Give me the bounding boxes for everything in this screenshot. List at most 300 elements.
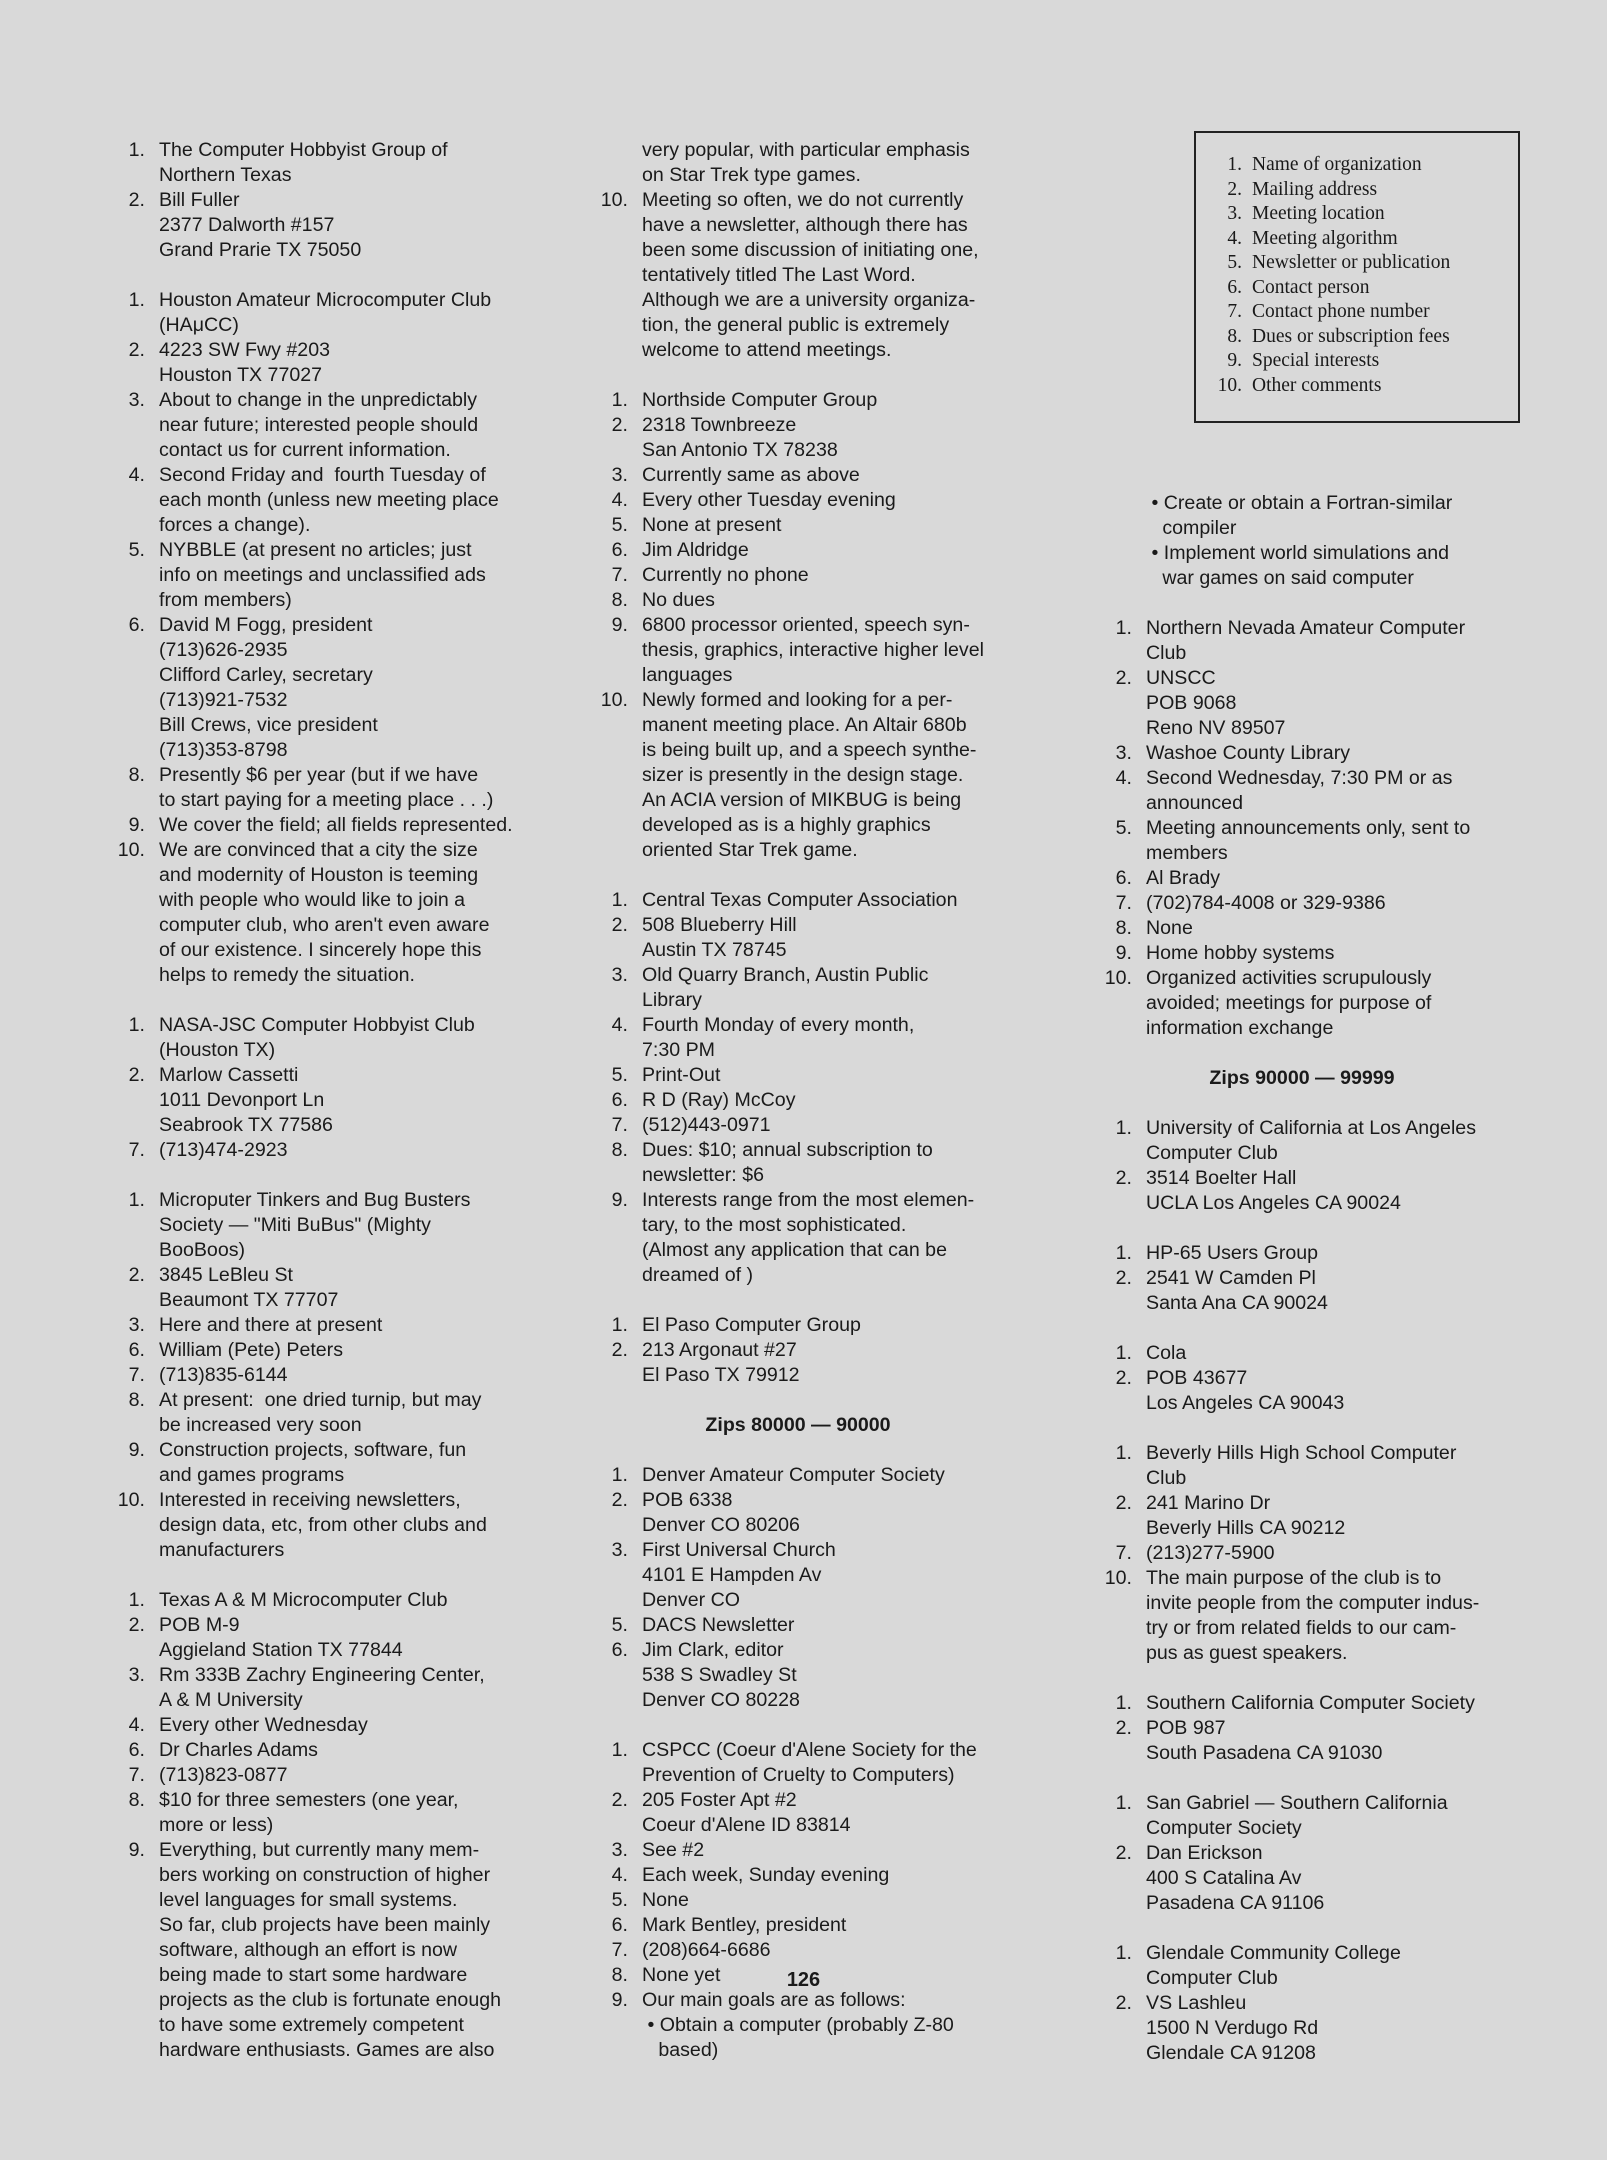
legend-item xyxy=(1196,325,1508,350)
legend-number: 9. xyxy=(1227,350,1242,371)
item-number: 7. xyxy=(1115,892,1132,914)
item-text: HP-65 Users Group xyxy=(1146,1242,1319,1264)
item-text: (213)277-5900 xyxy=(1146,1542,1275,1564)
item-number: 1. xyxy=(1115,1792,1132,1814)
entry-line xyxy=(95,813,535,838)
item-number: 8. xyxy=(611,1139,628,1161)
item-number xyxy=(1082,491,1146,591)
item-number: 7. xyxy=(128,1139,145,1161)
item-number: 1. xyxy=(611,1464,628,1486)
item-text: UNSCC POB 9068 Reno NV 89507 xyxy=(1146,667,1286,739)
item-text: Jim Aldridge xyxy=(642,539,749,561)
entry-line xyxy=(578,1013,1018,1063)
item-text: None xyxy=(642,1889,689,1911)
item-number: 3. xyxy=(128,389,145,411)
item-text: Home hobby systems xyxy=(1146,942,1335,964)
item-number: 3. xyxy=(1115,742,1132,764)
entry-line xyxy=(578,1863,1018,1888)
item-text: Northern Nevada Amateur Computer Club xyxy=(1146,617,1466,664)
page-number: 126 xyxy=(786,1969,821,1991)
item-text: Newly formed and looking for a per- manent meeting place. An Altair 680b is being built up, and a speech synthe- sizer is presently in the design stage. An ACIA version of MIKBUG is being developed as is a highly graphics oriented Star Trek game. xyxy=(642,689,977,861)
item-text: Second Friday and fourth Tuesday of each month (unless new meeting place forces a change). xyxy=(159,464,499,536)
club-entry xyxy=(578,1313,1018,1388)
item-number: 6. xyxy=(611,1639,628,1661)
item-number: 5. xyxy=(1115,817,1132,839)
entry-line xyxy=(578,1538,1018,1613)
entry-line xyxy=(1082,741,1522,766)
item-text: About to change in the unpredictably near future; interested people should contact us for current information. xyxy=(159,389,479,461)
item-text: Washoe County Library xyxy=(1146,742,1351,764)
club-entry xyxy=(95,288,535,988)
entry-line xyxy=(1082,1991,1522,2066)
item-number: 1. xyxy=(611,889,628,911)
item-text: Marlow Cassetti 1011 Devonport Ln Seabrook TX 77586 xyxy=(159,1064,333,1136)
item-text: The main purpose of the club is to invite people from the computer indus- try or from related fields to our cam- pus as guest speakers. xyxy=(1146,1567,1480,1664)
entry-line xyxy=(1082,1166,1522,1216)
entry-line xyxy=(95,463,535,538)
item-number: 5. xyxy=(611,1614,628,1636)
item-number: 1. xyxy=(128,1589,145,1611)
item-number: 10. xyxy=(117,839,145,861)
item-number: 1. xyxy=(611,1739,628,1761)
item-text: (512)443-0971 xyxy=(642,1114,771,1136)
legend-item xyxy=(1196,300,1508,325)
item-text: None yet xyxy=(642,1964,721,1986)
entry-line xyxy=(578,388,1018,413)
entry-line xyxy=(1082,1541,1522,1566)
entry-line xyxy=(95,1338,535,1363)
club-entry xyxy=(578,1738,1018,2063)
item-text: Beverly Hills High School Computer Club xyxy=(1146,1442,1457,1489)
item-number: 8. xyxy=(128,1789,145,1811)
item-number: 9. xyxy=(1115,942,1132,964)
item-number: 1. xyxy=(1115,1342,1132,1364)
item-number: 10. xyxy=(600,189,628,211)
item-text: The Computer Hobbyist Group of Northern Texas xyxy=(159,139,448,186)
legend-item xyxy=(1196,349,1508,374)
item-text: Second Wednesday, 7:30 PM or as announced xyxy=(1146,767,1453,814)
entry-line xyxy=(95,1138,535,1163)
item-text: $10 for three semesters (one year, more or less) xyxy=(159,1789,459,1836)
item-number: 1. xyxy=(1115,617,1132,639)
entry-line xyxy=(95,1713,535,1738)
entry-line xyxy=(1082,1116,1522,1166)
item-number: 9. xyxy=(611,1989,628,2011)
item-number: 2. xyxy=(1115,1367,1132,1389)
legend-number: 8. xyxy=(1227,325,1242,347)
item-text: Mark Bentley, president xyxy=(642,1914,847,1936)
item-text: POB 987 South Pasadena CA 91030 xyxy=(1146,1717,1383,1764)
item-number: 3. xyxy=(128,1314,145,1336)
entry-line xyxy=(578,513,1018,538)
item-text: POB M-9 Aggieland Station TX 77844 xyxy=(159,1614,403,1661)
item-number: 7. xyxy=(128,1764,145,1786)
club-entry xyxy=(1082,491,1522,591)
entry-line xyxy=(578,1313,1018,1338)
item-text: (702)784-4008 or 329-9386 xyxy=(1146,892,1386,914)
item-number: 5. xyxy=(611,1064,628,1086)
legend-item xyxy=(1196,276,1508,301)
item-text: 3514 Boelter Hall UCLA Los Angeles CA 90024 xyxy=(1146,1167,1401,1214)
item-number: 4. xyxy=(611,1014,628,1036)
legend-number: 1. xyxy=(1227,154,1242,175)
legend-number: 4. xyxy=(1227,227,1242,249)
entry-line xyxy=(1082,1491,1522,1541)
entry-line xyxy=(95,388,535,463)
item-text: (713)474-2923 xyxy=(159,1139,288,1161)
item-text: 3845 LeBleu St Beaumont TX 77707 xyxy=(159,1264,339,1311)
item-number: 10. xyxy=(1104,1567,1132,1589)
item-number: 6. xyxy=(611,1089,628,1111)
item-text: Organized activities scrupulously avoided; meetings for purpose of information exchange xyxy=(1146,967,1432,1039)
item-number: 5. xyxy=(611,1889,628,1911)
legend-item xyxy=(1196,251,1508,276)
item-text: El Paso Computer Group xyxy=(642,1314,861,1336)
item-text: San Gabriel — Southern California Computer Society xyxy=(1146,1792,1448,1839)
item-number: 2. xyxy=(611,1489,628,1511)
legend-label: Newsletter or publication xyxy=(1252,252,1451,273)
item-text: Each week, Sunday evening xyxy=(642,1864,890,1886)
entry-line xyxy=(578,463,1018,488)
legend-item xyxy=(1196,374,1508,399)
item-number: 7. xyxy=(1115,1542,1132,1564)
entry-line xyxy=(578,563,1018,588)
club-entry xyxy=(578,888,1018,1288)
item-number: 2. xyxy=(128,189,145,211)
item-number: 1. xyxy=(1115,1942,1132,1964)
item-number: 6. xyxy=(1115,867,1132,889)
item-text: None xyxy=(1146,917,1193,939)
item-text: (713)835-6144 xyxy=(159,1364,288,1386)
item-text: 241 Marino Dr Beverly Hills CA 90212 xyxy=(1146,1492,1346,1539)
entry-line xyxy=(1082,1341,1522,1366)
entry-line xyxy=(578,613,1018,688)
entry-line xyxy=(578,188,1018,363)
entry-line xyxy=(578,1888,1018,1913)
entry-line xyxy=(578,1913,1018,1938)
entry-line xyxy=(95,1488,535,1563)
item-text: very popular, with particular emphasis on Star Trek type games. xyxy=(642,139,970,186)
field-legend-box xyxy=(1194,131,1520,423)
item-number: 7. xyxy=(128,1364,145,1386)
legend-label: Dues or subscription fees xyxy=(1252,325,1450,347)
item-text: (713)823-0877 xyxy=(159,1764,288,1786)
club-entry xyxy=(1082,1691,1522,1766)
item-number: 1. xyxy=(1115,1242,1132,1264)
legend-item xyxy=(1196,178,1508,203)
item-number: 6. xyxy=(128,1339,145,1361)
item-number: 2. xyxy=(611,914,628,936)
item-number: 4. xyxy=(611,489,628,511)
entry-line xyxy=(1082,1841,1522,1916)
item-text: Every other Wednesday xyxy=(159,1714,368,1736)
item-text: Central Texas Computer Association xyxy=(642,889,958,911)
club-entry xyxy=(1082,1341,1522,1416)
item-number xyxy=(578,138,642,188)
item-number: 1. xyxy=(1115,1117,1132,1139)
item-number: 2. xyxy=(611,1789,628,1811)
entry-line xyxy=(1082,1716,1522,1766)
item-text: Currently no phone xyxy=(642,564,809,586)
item-text: Glendale Community College Computer Club xyxy=(1146,1942,1401,1989)
zip-range-heading: Zips 90000 — 99999 xyxy=(1209,1067,1395,1089)
legend-number: 10. xyxy=(1217,374,1242,396)
legend-number: 3. xyxy=(1227,203,1242,224)
entry-line xyxy=(578,1063,1018,1088)
entry-line xyxy=(95,838,535,988)
item-text: At present: one dried turnip, but may be increased very soon xyxy=(159,1389,482,1436)
entry-line xyxy=(1082,616,1522,666)
item-number: 6. xyxy=(611,539,628,561)
column-1 xyxy=(95,138,535,2088)
legend-item xyxy=(1196,227,1508,252)
item-text: Meeting announcements only, sent to members xyxy=(1146,817,1471,864)
entry-line xyxy=(95,288,535,338)
entry-line xyxy=(578,1638,1018,1713)
entry-line xyxy=(1082,766,1522,816)
entry-line xyxy=(578,1088,1018,1113)
item-text: R D (Ray) McCoy xyxy=(642,1089,796,1111)
item-text: CSPCC (Coeur d'Alene Society for the Prevention of Cruelty to Computers) xyxy=(642,1739,977,1786)
item-number: 6. xyxy=(128,614,145,636)
entry-line xyxy=(95,1388,535,1438)
entry-line xyxy=(1082,916,1522,941)
item-number: 1. xyxy=(128,139,145,161)
entry-line xyxy=(95,1013,535,1063)
entry-line xyxy=(1082,891,1522,916)
item-text: 205 Foster Apt #2 Coeur d'Alene ID 83814 xyxy=(642,1789,851,1836)
entry-line xyxy=(1082,1241,1522,1266)
legend-label: Contact phone number xyxy=(1252,301,1430,322)
item-text: Everything, but currently many mem- bers working on construction of higher level languages for small systems. So far, club projects have been mainly software, although an effort is now being made to start some hardware projects as the club is fortunate enough to have some extremely competent hardware enthusiasts. Games are also xyxy=(159,1839,502,2061)
item-text: Old Quarry Branch, Austin Public Library xyxy=(642,964,929,1011)
entry-line xyxy=(578,1738,1018,1788)
entry-line xyxy=(1082,666,1522,741)
entry-line xyxy=(1082,866,1522,891)
item-text: First Universal Church 4101 E Hampden Av Denver CO xyxy=(642,1539,836,1611)
entry-line xyxy=(95,188,535,263)
item-text: 213 Argonaut #27 El Paso TX 79912 xyxy=(642,1339,800,1386)
item-text: Southern California Computer Society xyxy=(1146,1692,1475,1714)
item-text: Every other Tuesday evening xyxy=(642,489,896,511)
item-text: 2541 W Camden Pl Santa Ana CA 90024 xyxy=(1146,1267,1328,1314)
club-entry xyxy=(578,138,1018,363)
club-entry xyxy=(578,388,1018,863)
item-number: 2. xyxy=(128,1614,145,1636)
entry-line xyxy=(95,1838,535,2063)
item-text: We are convinced that a city the size and modernity of Houston is teeming with people who would like to join a computer club, who aren't even aware of our existence. I sincerely hope this helps to remedy the situation. xyxy=(159,839,490,986)
legend-label: Other comments xyxy=(1252,374,1382,396)
entry-line xyxy=(578,1188,1018,1288)
item-text: Presently $6 per year (but if we have to start paying for a meeting place . . .) xyxy=(159,764,494,811)
item-text: (208)664-6686 xyxy=(642,1939,771,1961)
item-text: Microputer Tinkers and Bug Busters Society — "Miti BuBus" (Mighty BooBoos) xyxy=(159,1189,471,1261)
entry-line xyxy=(1082,1791,1522,1841)
entry-line xyxy=(95,1063,535,1138)
item-number: 3. xyxy=(128,1664,145,1686)
item-text: 508 Blueberry Hill Austin TX 78745 xyxy=(642,914,797,961)
entry-line xyxy=(578,1613,1018,1638)
item-text: Northside Computer Group xyxy=(642,389,878,411)
item-number: 2. xyxy=(1115,1992,1132,2014)
column-3 xyxy=(1082,491,1522,2091)
item-text: Bill Fuller 2377 Dalworth #157 Grand Prarie TX 75050 xyxy=(159,189,362,261)
entry-line xyxy=(578,1988,1018,2063)
item-number: 10. xyxy=(117,1489,145,1511)
entry-line xyxy=(578,913,1018,963)
item-text: William (Pete) Peters xyxy=(159,1339,343,1361)
item-text: Jim Clark, editor 538 S Swadley St Denver CO 80228 xyxy=(642,1639,800,1711)
entry-line xyxy=(95,1588,535,1613)
item-number: 1. xyxy=(1115,1692,1132,1714)
item-text: Meeting so often, we do not currently have a newsletter, although there has been some discussion of initiating one, tentatively titled The Last Word. Although we are a university organiza- tion, the general public is extremely welcome to attend meetings. xyxy=(642,189,979,361)
item-number: 8. xyxy=(128,764,145,786)
item-text: Denver Amateur Computer Society xyxy=(642,1464,945,1486)
club-entry xyxy=(1082,1116,1522,1216)
entry-line xyxy=(95,1363,535,1388)
item-text: Dues: $10; annual subscription to newsletter: $6 xyxy=(642,1139,933,1186)
legend-item xyxy=(1196,202,1508,227)
item-number: 8. xyxy=(1115,917,1132,939)
entry-line xyxy=(578,588,1018,613)
entry-line xyxy=(1082,966,1522,1041)
item-number: 2. xyxy=(1115,667,1132,689)
item-number: 7. xyxy=(611,1939,628,1961)
legend-label: Mailing address xyxy=(1252,178,1378,200)
item-text: No dues xyxy=(642,589,715,611)
item-text: Print-Out xyxy=(642,1064,721,1086)
entry-line xyxy=(95,1763,535,1788)
item-text: Our main goals are as follows: • Obtain a computer (probably Z-80 based) xyxy=(642,1989,954,2061)
club-entry xyxy=(1082,1241,1522,1316)
item-text: Fourth Monday of every month, 7:30 PM xyxy=(642,1014,915,1061)
legend-label: Meeting location xyxy=(1252,203,1385,224)
item-text: Here and there at present xyxy=(159,1314,383,1336)
entry-line xyxy=(578,1938,1018,1963)
item-text: Dr Charles Adams xyxy=(159,1739,318,1761)
item-number: 2. xyxy=(1115,1267,1132,1289)
entry-line xyxy=(95,1438,535,1488)
entry-line xyxy=(95,613,535,763)
entry-line xyxy=(578,488,1018,513)
item-number: 9. xyxy=(611,1189,628,1211)
item-text: Currently same as above xyxy=(642,464,860,486)
item-number: 10. xyxy=(1104,967,1132,989)
club-entry xyxy=(1082,616,1522,1041)
club-entry xyxy=(95,1188,535,1563)
item-number: 9. xyxy=(128,1839,145,1861)
item-text: POB 43677 Los Angeles CA 90043 xyxy=(1146,1367,1345,1414)
item-number: 8. xyxy=(611,1964,628,1986)
legend-number: 6. xyxy=(1227,276,1242,298)
item-number: 9. xyxy=(128,1439,145,1461)
item-number: 7. xyxy=(611,1114,628,1136)
item-text: Houston Amateur Microcomputer Club (HAμCC) xyxy=(159,289,492,336)
entry-line xyxy=(578,1338,1018,1388)
legend-label: Special interests xyxy=(1252,350,1380,371)
club-entry xyxy=(1082,1441,1522,1666)
entry-line xyxy=(578,688,1018,863)
item-number: 2. xyxy=(128,339,145,361)
entry-line xyxy=(95,1263,535,1313)
item-number: 1. xyxy=(128,1014,145,1036)
item-text: None at present xyxy=(642,514,782,536)
entry-line xyxy=(1082,941,1522,966)
entry-line xyxy=(95,1313,535,1338)
item-number: 2. xyxy=(1115,1842,1132,1864)
legend-number: 2. xyxy=(1227,178,1242,200)
item-text: 6800 processor oriented, speech syn- thesis, graphics, interactive higher level languages xyxy=(642,614,984,686)
entry-line xyxy=(578,1788,1018,1838)
entry-line xyxy=(95,1613,535,1663)
entry-line xyxy=(578,1463,1018,1488)
item-number: 3. xyxy=(611,464,628,486)
entry-line xyxy=(1082,816,1522,866)
item-number: 4. xyxy=(128,1714,145,1736)
item-text: We cover the field; all fields represented. xyxy=(159,814,513,836)
entry-line xyxy=(578,1838,1018,1863)
item-number: 8. xyxy=(611,589,628,611)
item-number: 1. xyxy=(128,289,145,311)
item-text: University of California at Los Angeles Computer Club xyxy=(1146,1117,1476,1164)
item-text: NYBBLE (at present no articles; just info on meetings and unclassified ads from members) xyxy=(159,539,486,611)
item-text: Dan Erickson 400 S Catalina Av Pasadena CA 91106 xyxy=(1146,1842,1325,1914)
entry-line xyxy=(95,1663,535,1713)
item-number: 2. xyxy=(128,1064,145,1086)
item-number: 10. xyxy=(600,689,628,711)
entry-line xyxy=(1082,1566,1522,1666)
item-number: 1. xyxy=(128,1189,145,1211)
item-number: 9. xyxy=(611,614,628,636)
item-text: 4223 SW Fwy #203 Houston TX 77027 xyxy=(159,339,330,386)
entry-line xyxy=(95,1738,535,1763)
item-number: 4. xyxy=(611,1864,628,1886)
item-number: 6. xyxy=(611,1914,628,1936)
legend-label: Meeting algorithm xyxy=(1252,227,1398,249)
entry-line xyxy=(578,538,1018,563)
item-text: Cola xyxy=(1146,1342,1187,1364)
legend-number: 5. xyxy=(1227,252,1242,273)
item-number: 1. xyxy=(1115,1442,1132,1464)
item-number: 2. xyxy=(1115,1167,1132,1189)
item-text: 2318 Townbreeze San Antonio TX 78238 xyxy=(642,414,838,461)
club-entry xyxy=(1082,1941,1522,2066)
item-number: 2. xyxy=(128,1264,145,1286)
club-entry xyxy=(95,138,535,263)
column-2 xyxy=(578,138,1018,2088)
legend-label: Name of organization xyxy=(1252,154,1422,175)
item-text: VS Lashleu 1500 N Verdugo Rd Glendale CA 91208 xyxy=(1146,1992,1319,2064)
entry-line xyxy=(1082,1441,1522,1491)
item-number: 6. xyxy=(128,1739,145,1761)
item-number: 1. xyxy=(611,389,628,411)
item-text: Interested in receiving newsletters, design data, etc, from other clubs and manufacturers xyxy=(159,1489,487,1561)
item-text: NASA-JSC Computer Hobbyist Club (Houston TX) xyxy=(159,1014,475,1061)
entry-line xyxy=(578,888,1018,913)
entry-line xyxy=(95,138,535,188)
item-number: 9. xyxy=(128,814,145,836)
entry-line xyxy=(578,1138,1018,1188)
item-number: 3. xyxy=(611,964,628,986)
entry-line xyxy=(95,763,535,813)
legend-label: Contact person xyxy=(1252,276,1370,298)
item-number: 2. xyxy=(1115,1492,1132,1514)
club-entry xyxy=(578,1463,1018,1713)
entry-line xyxy=(95,338,535,388)
entry-line xyxy=(1082,1366,1522,1416)
item-text: • Create or obtain a Fortran-similar compiler • Implement world simulations and war games on said computer xyxy=(1151,492,1453,589)
entry-line xyxy=(578,413,1018,463)
